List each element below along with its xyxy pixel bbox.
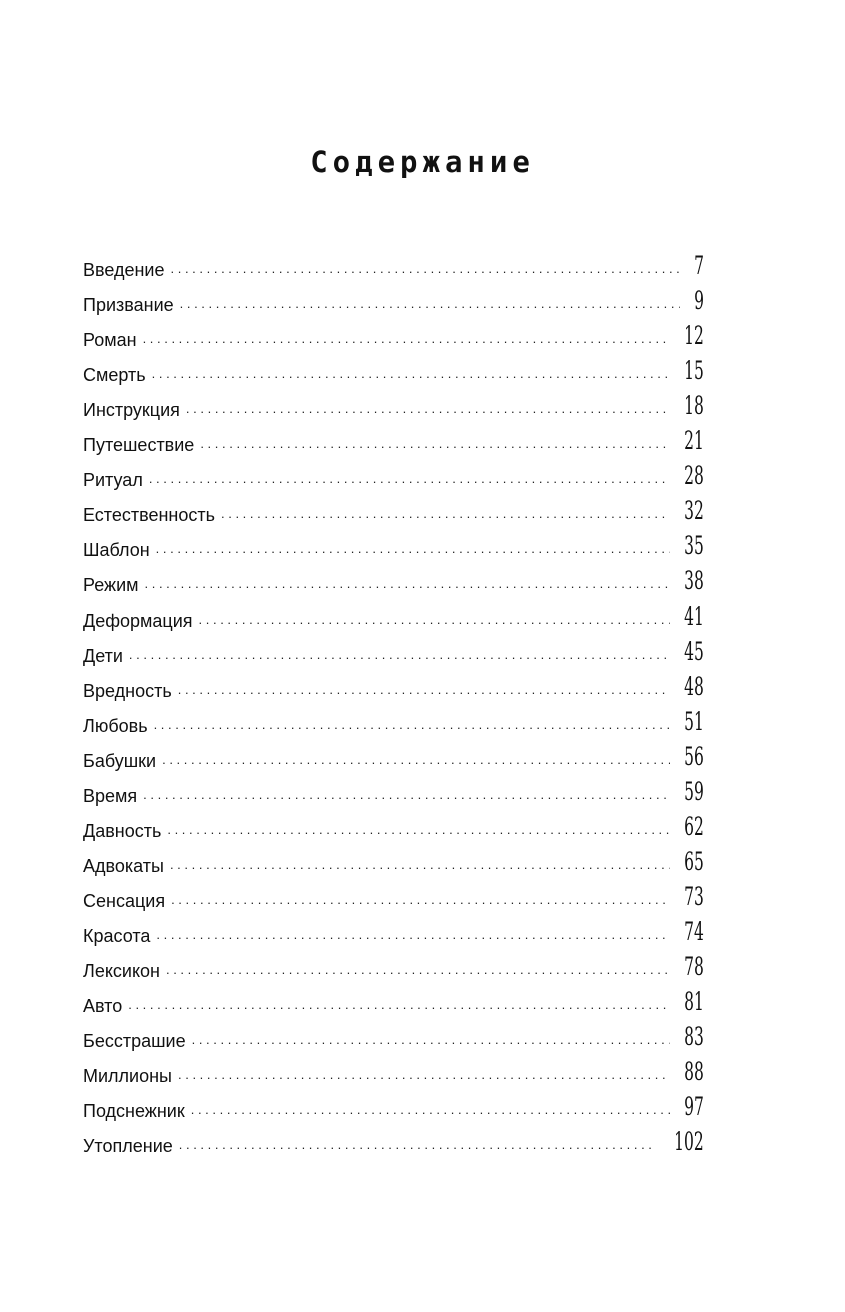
dot-leader [166, 962, 670, 978]
toc-entry-title[interactable]: Адвокаты [83, 855, 164, 876]
toc-entry-title[interactable]: Авто [83, 996, 123, 1017]
toc-entry-title[interactable]: Бесстрашие [83, 1031, 186, 1052]
dot-leader [179, 1137, 655, 1153]
toc-entry-row[interactable] [83, 737, 704, 772]
toc-entry-page-number[interactable]: 21 [684, 426, 704, 456]
toc-entry-page-number[interactable]: 65 [684, 846, 704, 876]
dot-leader [128, 997, 670, 1013]
toc-entry-row[interactable] [83, 561, 704, 596]
dot-leader [154, 717, 671, 733]
dot-leader [221, 506, 670, 522]
toc-entry-page-number[interactable]: 7 [694, 251, 704, 281]
toc-entry-page-number[interactable]: 32 [684, 496, 704, 526]
toc-entry-row[interactable] [83, 596, 704, 631]
toc-entry-row[interactable] [83, 667, 704, 702]
table-of-contents [83, 246, 704, 1157]
dot-leader [149, 471, 670, 487]
dot-leader [192, 1032, 671, 1048]
toc-entry-title[interactable]: Лексикон [83, 960, 160, 981]
toc-entry-title[interactable]: Деформация [83, 610, 193, 631]
toc-entry-title[interactable]: Ритуал [83, 470, 143, 491]
toc-entry-row[interactable] [83, 1017, 704, 1052]
toc-entry-title[interactable]: Режим [83, 575, 139, 596]
toc-entry-row[interactable] [83, 807, 704, 842]
toc-entry-row[interactable] [83, 1087, 704, 1122]
toc-entry-title[interactable]: Любовь [83, 715, 148, 736]
dot-leader [143, 787, 670, 803]
dot-leader [156, 927, 670, 943]
toc-entry-page-number[interactable]: 74 [684, 916, 704, 946]
toc-entry-page-number[interactable]: 59 [684, 776, 704, 806]
toc-entry-title[interactable]: Введение [83, 260, 165, 281]
toc-entry-page-number[interactable]: 78 [684, 951, 704, 981]
dot-leader [199, 612, 671, 628]
dot-leader [156, 541, 671, 557]
toc-entry-title[interactable]: Вредность [83, 680, 172, 701]
dot-leader [171, 261, 680, 277]
toc-entry-page-number[interactable]: 88 [684, 1057, 704, 1087]
toc-entry-title[interactable]: Смерть [83, 365, 146, 386]
toc-entry-page-number[interactable]: 12 [684, 321, 704, 351]
toc-entry-page-number[interactable]: 83 [684, 1022, 704, 1052]
toc-entry-title[interactable]: Сенсация [83, 890, 166, 911]
toc-entry-page-number[interactable]: 51 [684, 706, 704, 736]
dot-leader [186, 401, 670, 417]
toc-entry-page-number[interactable]: 62 [684, 811, 704, 841]
toc-entry-title[interactable]: Утопление [83, 1136, 173, 1157]
toc-entry-title[interactable]: Время [83, 785, 138, 806]
dot-leader [178, 1067, 670, 1083]
dot-leader [145, 576, 671, 592]
dot-leader [167, 822, 670, 838]
toc-entry-title[interactable]: Естественность [83, 505, 215, 526]
toc-entry-title[interactable]: Красота [83, 925, 151, 946]
toc-entry-page-number[interactable]: 81 [684, 987, 704, 1017]
toc-entry-row[interactable] [83, 982, 704, 1017]
dot-leader [191, 1102, 670, 1118]
dot-leader [180, 296, 680, 312]
toc-entry-title[interactable]: Шаблон [83, 540, 150, 561]
toc-entry-row[interactable] [83, 912, 704, 947]
toc-entry-row[interactable] [83, 491, 704, 526]
toc-entry-page-number[interactable]: 28 [684, 461, 704, 491]
toc-entry-page-number[interactable]: 18 [684, 391, 704, 421]
toc-entry-row[interactable] [83, 702, 704, 737]
toc-entry-page-number[interactable]: 97 [684, 1092, 704, 1122]
toc-entry-row[interactable] [83, 1122, 704, 1157]
toc-entry-title[interactable]: Путешествие [83, 435, 195, 456]
toc-entry-row[interactable] [83, 877, 704, 912]
toc-entry-row[interactable] [83, 351, 704, 386]
toc-entry-row[interactable] [83, 947, 704, 982]
toc-entry-page-number[interactable]: 102 [674, 1127, 704, 1157]
toc-entry-row[interactable] [83, 456, 704, 491]
dot-leader [143, 331, 671, 347]
toc-entry-title[interactable]: Инструкция [83, 400, 180, 421]
toc-entry-row[interactable] [83, 386, 704, 421]
toc-entry-row[interactable] [83, 246, 704, 281]
toc-entry-row[interactable] [83, 526, 704, 561]
toc-entry-title[interactable]: Призвание [83, 295, 174, 316]
toc-entry-page-number[interactable]: 38 [684, 566, 704, 596]
toc-entry-row[interactable] [83, 316, 704, 351]
toc-entry-title[interactable]: Дети [83, 645, 123, 666]
dot-leader [162, 752, 670, 768]
toc-entry-row[interactable] [83, 421, 704, 456]
dot-leader [170, 857, 670, 873]
toc-entry-row[interactable] [83, 281, 704, 316]
toc-entry-page-number[interactable]: 15 [684, 356, 704, 386]
dot-leader [178, 682, 670, 698]
toc-entry-page-number[interactable]: 9 [694, 286, 704, 316]
toc-entry-row[interactable] [83, 772, 704, 807]
toc-entry-title[interactable]: Подснежник [83, 1101, 185, 1122]
dot-leader [171, 892, 670, 908]
toc-entry-title[interactable]: Роман [83, 330, 137, 351]
dot-leader [152, 366, 671, 382]
toc-entry-page-number[interactable]: 35 [684, 531, 704, 561]
toc-entry-row[interactable] [83, 632, 704, 667]
dot-leader [200, 436, 670, 452]
toc-entry-title[interactable]: Давность [83, 820, 162, 841]
toc-entry-page-number[interactable]: 45 [684, 636, 704, 666]
toc-entry-title[interactable]: Бабушки [83, 750, 157, 771]
toc-entry-page-number[interactable]: 48 [684, 671, 704, 701]
toc-entry-row[interactable] [83, 842, 704, 877]
toc-entry-title[interactable]: Миллионы [83, 1066, 172, 1087]
page-title: Содержание [310, 145, 535, 179]
toc-entry-row[interactable] [83, 1052, 704, 1087]
toc-entry-page-number[interactable]: 41 [684, 601, 704, 631]
dot-leader [129, 647, 670, 663]
toc-entry-page-number[interactable]: 56 [684, 741, 704, 771]
toc-entry-page-number[interactable]: 73 [684, 881, 704, 911]
